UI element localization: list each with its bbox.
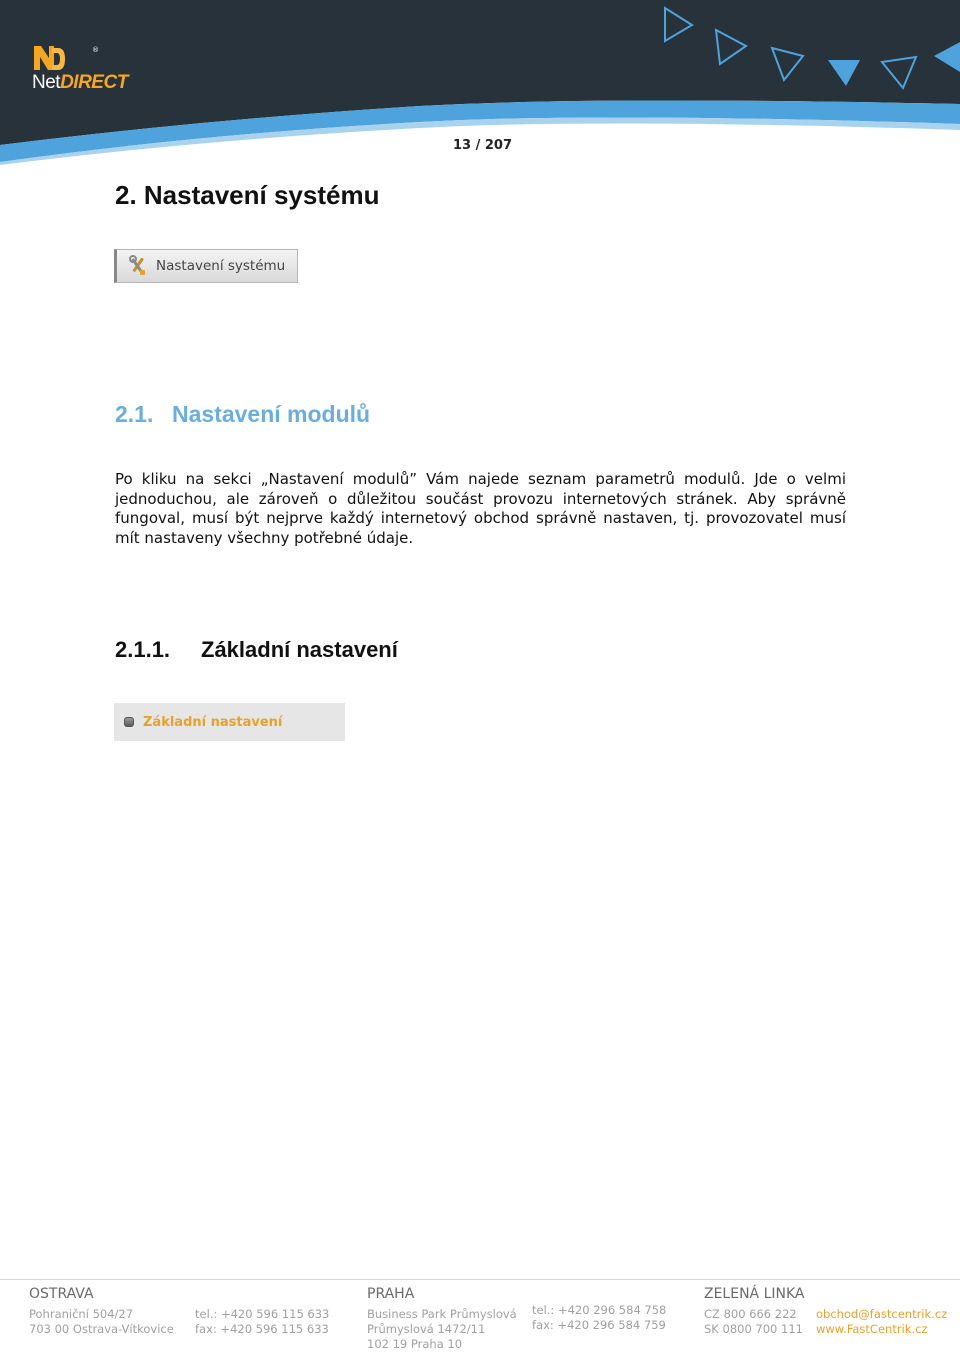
wrench-screwdriver-icon — [127, 255, 149, 277]
footer-praha-address2: Průmyslová 1472/11 — [367, 1322, 486, 1336]
subsection-heading — [115, 401, 370, 428]
footer-ostrava-fax: fax: +420 596 115 633 — [195, 1322, 329, 1336]
subsubsection-heading — [115, 637, 398, 663]
subsection-number: 2.1. — [115, 401, 154, 427]
footer-praha-address1: Business Park Průmyslová — [367, 1307, 517, 1321]
subsection-paragraph: Po kliku na sekci „Nastavení modulů” Vám najede seznam parametrů modulů. Jde o velmi jednoduchou, ale zároveň o důležitou součást provozu internetových stránek. Aby správně fungoval, musí být nejprve každý internetový obchod správně nastaven, tj. provozovatel musí mít nastaveny všechny potřebné údaje. — [115, 470, 846, 547]
footer-city-ostrava: OSTRAVA — [29, 1286, 94, 1302]
subsubsection-title: Základní nastavení — [201, 637, 398, 662]
zakladni-nastaveni-tab[interactable] — [114, 703, 345, 741]
registered-mark: ® — [92, 46, 99, 54]
logo-net: Net — [32, 72, 61, 93]
footer-hotline — [704, 1286, 805, 1337]
footer-ostrava-tel: tel.: +420 596 115 633 — [195, 1307, 330, 1321]
logo-direct: DIRECT — [60, 72, 128, 93]
footer-praha-tel: tel.: +420 296 584 758 — [532, 1303, 667, 1317]
footer-hotline-sk: SK 0800 700 111 — [704, 1322, 803, 1336]
netdirect-logo — [32, 44, 142, 94]
nastaveni-systemu-label: Nastavení systému — [156, 258, 286, 274]
footer-praha-phones — [532, 1303, 666, 1333]
subsubsection-number: 2.1.1. — [115, 637, 171, 662]
footer-ostrava-address — [29, 1286, 174, 1337]
bullet-icon — [124, 717, 134, 727]
footer-praha-address3: 102 19 Praha 10 — [367, 1337, 463, 1351]
footer-divider — [0, 1279, 960, 1280]
footer-hotline-cz: CZ 800 666 222 — [704, 1307, 797, 1321]
footer-praha-address — [367, 1286, 517, 1352]
footer-ostrava-phones — [195, 1307, 329, 1337]
section-title: 2. Nastavení systému — [115, 180, 380, 210]
footer-email-link[interactable]: obchod@fastcentrik.cz — [816, 1307, 948, 1321]
footer-web-link[interactable]: www.FastCentrik.cz — [816, 1322, 928, 1336]
logo-wordmark — [32, 72, 128, 94]
footer-ostrava-address2: 703 00 Ostrava-Vítkovice — [29, 1322, 174, 1336]
page-number: 13 / 207 — [453, 138, 513, 153]
footer-hotline-title: ZELENÁ LINKA — [704, 1286, 805, 1302]
page-header — [0, 0, 960, 165]
footer-praha-fax: fax: +420 296 584 759 — [532, 1318, 666, 1332]
zakladni-nastaveni-label: Základní nastavení — [143, 714, 283, 730]
footer-contacts — [816, 1307, 947, 1337]
nd-logo-mark-icon — [32, 44, 66, 74]
nastaveni-systemu-button[interactable] — [114, 249, 298, 283]
footer-city-praha: PRAHA — [367, 1286, 415, 1302]
subsection-title: Nastavení modulů — [172, 401, 371, 427]
footer-ostrava-address1: Pohraniční 504/27 — [29, 1307, 134, 1321]
